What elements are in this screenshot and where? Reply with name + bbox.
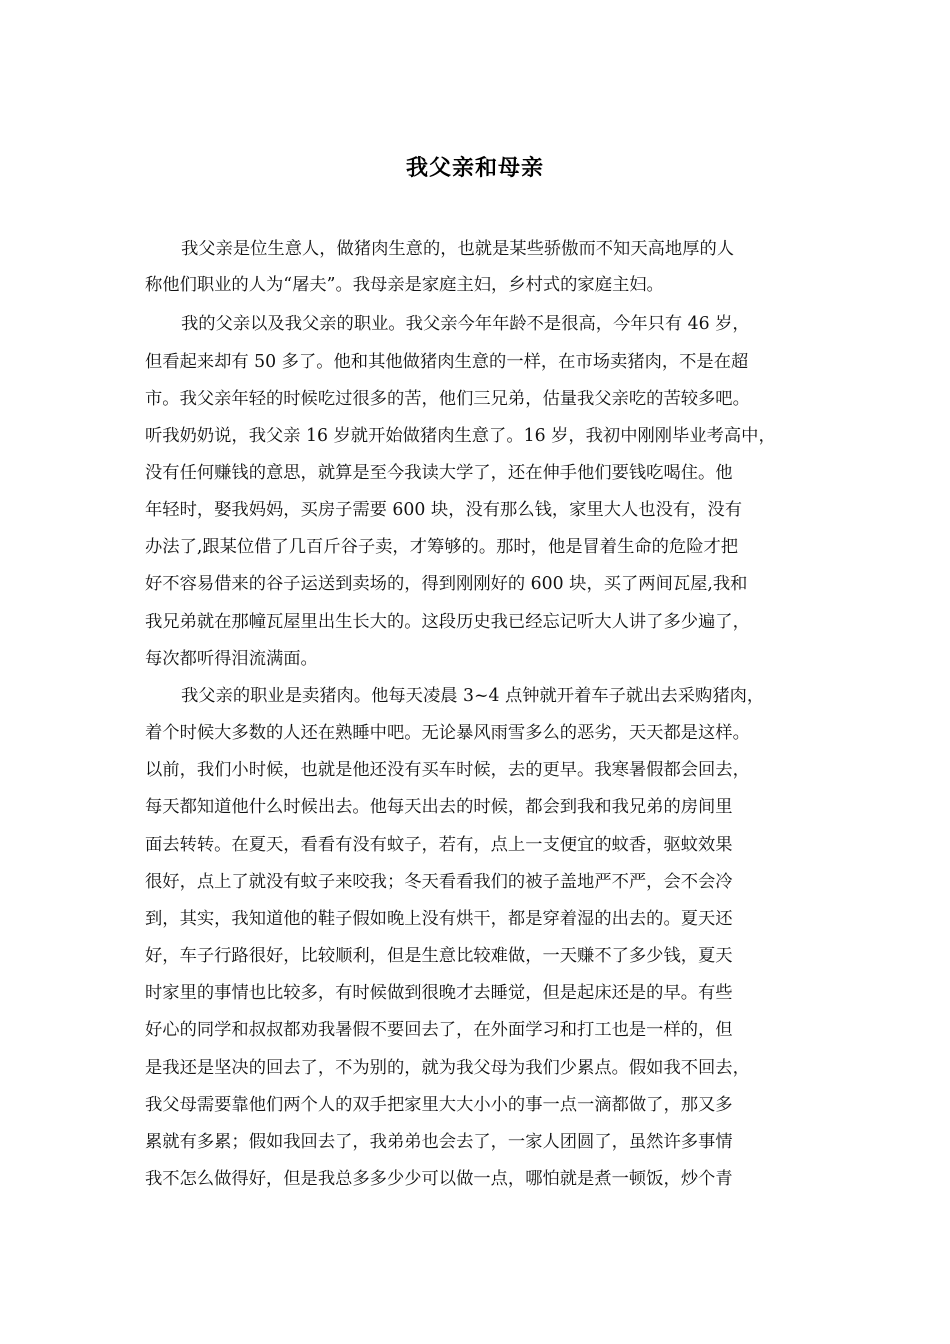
document-title: 我父亲和母亲 [405, 156, 544, 181]
text-line: 每次都听得泪流满面。 [145, 649, 318, 669]
text-line: 办法了,跟某位借了几百斤谷子卖，才筹够的。那时，他是冒着生命的危险才把 [145, 537, 739, 557]
text-line: 听我奶奶说，我父亲 16 岁就开始做猪肉生意了。16 岁，我初中刚刚毕业考高中， [145, 426, 776, 446]
text-line: 好不容易借来的谷子运送到卖场的，得到刚刚好的 600 块，买了两间瓦屋,我和 [145, 574, 748, 594]
text-line: 以前，我们小时候，也就是他还没有买车时候，去的更早。我寒暑假都会回去， [145, 760, 750, 780]
text-line: 面去转转。在夏天，看看有没有蚊子，若有，点上一支便宜的蚊香，驱蚊效果 [145, 835, 733, 855]
text-line: 我父亲是位生意人，做猪肉生意的，也就是某些骄傲而不知天高地厚的人 [181, 239, 735, 259]
text-line: 我的父亲以及我父亲的职业。我父亲今年年龄不是很高，今年只有 46 岁， [181, 314, 750, 334]
text-line: 称他们职业的人为“屠夫”。我母亲是家庭主妇，乡村式的家庭主妇。 [145, 275, 664, 295]
text-line: 我父母需要靠他们两个人的双手把家里大大小小的事一点一滴都做了，那又多 [145, 1095, 733, 1115]
text-line: 到，其实，我知道他的鞋子假如晚上没有烘干，都是穿着湿的出去的。夏天还 [145, 909, 733, 929]
text-line: 年轻时，娶我妈妈，买房子需要 600 块，没有那么钱，家里大人也没有，没有 [145, 500, 742, 520]
text-line: 累就有多累；假如我回去了，我弟弟也会去了，一家人团圆了，虽然许多事情 [145, 1132, 733, 1152]
text-line: 我兄弟就在那幢瓦屋里出生长大的。这段历史我已经忘记听大人讲了多少遍了， [145, 612, 750, 632]
text-line: 好，车子行路很好，比较顺利，但是生意比较难做，一天赚不了多少钱，夏天 [145, 946, 733, 966]
text-line: 没有任何赚钱的意思，就算是至今我读大学了，还在伸手他们要钱吃喝住。他 [145, 463, 733, 483]
text-line: 我不怎么做得好，但是我总多多少少可以做一点，哪怕就是煮一顿饭，炒个青 [145, 1169, 733, 1189]
text-line: 我父亲的职业是卖猪肉。他每天凌晨 3~4 点钟就开着车子就出去采购猪肉， [181, 686, 765, 706]
text-line: 是我还是坚决的回去了，不为别的，就为我父母为我们少累点。假如我不回去， [145, 1058, 750, 1078]
text-line: 时家里的事情也比较多，有时候做到很晚才去睡觉，但是起床还是的早。有些 [145, 983, 733, 1003]
text-line: 但看起来却有 50 多了。他和其他做猪肉生意的一样，在市场卖猪肉，不是在超 [145, 352, 749, 372]
text-line: 每天都知道他什么时候出去。他每天出去的时候，都会到我和我兄弟的房间里 [145, 797, 733, 817]
text-line: 市。我父亲年轻的时候吃过很多的苦，他们三兄弟，估量我父亲吃的苦较多吧。 [145, 389, 750, 409]
text-line: 着个时候大多数的人还在熟睡中吧。无论暴风雨雪多么的恶劣，天天都是这样。 [145, 723, 750, 743]
text-line: 很好，点上了就没有蚊子来咬我；冬天看看我们的被子盖地严不严，会不会冷 [145, 872, 733, 892]
text-line: 好心的同学和叔叔都劝我暑假不要回去了，在外面学习和打工也是一样的，但 [145, 1020, 733, 1040]
